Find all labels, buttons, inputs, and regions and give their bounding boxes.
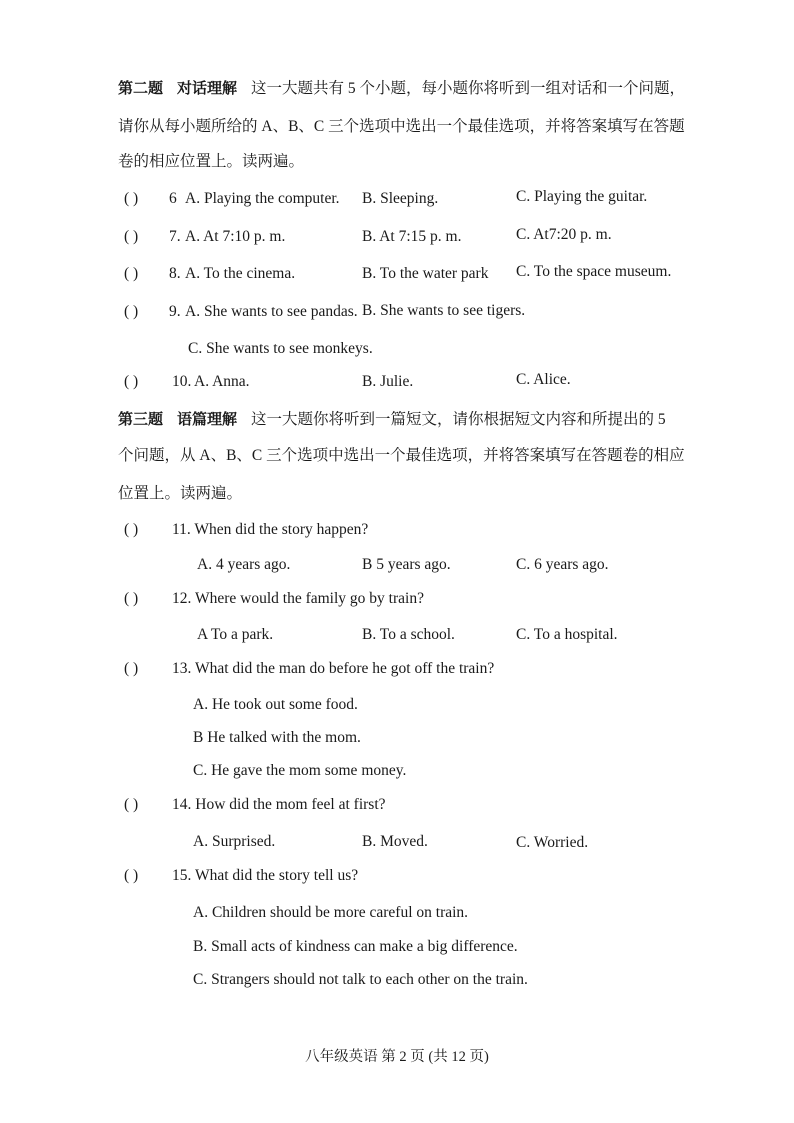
- answer-blank-6[interactable]: ( ): [124, 190, 139, 207]
- q14-option-b: B. Moved.: [362, 833, 428, 850]
- q14-option-c: C. Worried.: [516, 834, 589, 851]
- section2-line1: 这一大题共有 5 个小题，每小题你将听到一组对话和一个问题，: [251, 80, 686, 97]
- q12-option-c: C. To a hospital.: [516, 626, 618, 643]
- q6-option-c: C. Playing the guitar.: [516, 188, 648, 205]
- question-number-9: 9.: [169, 303, 181, 320]
- answer-blank-10[interactable]: ( ): [124, 373, 139, 390]
- q11-option-b: B 5 years ago.: [362, 556, 451, 573]
- section3-line3: 位置上。读两遍。: [118, 485, 243, 502]
- q15-option-a: A. Children should be more careful on train.: [193, 904, 469, 921]
- section3-line1: 这一大题你将听到一篇短文，请你根据短文内容和所提出的 5: [251, 411, 666, 428]
- q10-option-b: B. Julie.: [362, 373, 414, 390]
- question-number-7: 7.: [169, 228, 181, 245]
- q9-option-b: B. She wants to see tigers.: [362, 302, 526, 319]
- section2-intro: [118, 72, 685, 105]
- q11-stem: 11. When did the story happen?: [172, 521, 369, 538]
- q12-option-b: B. To a school.: [362, 626, 455, 643]
- q7-option-c: C. At7:20 p. m.: [516, 226, 612, 243]
- q10-option-a: A. Anna.: [194, 373, 250, 390]
- q8-option-b: B. To the water park: [362, 265, 489, 282]
- section3-topic: 语篇理解: [177, 410, 238, 428]
- q12-stem: 12. Where would the family go by train?: [172, 590, 424, 607]
- q6-option-a: A. Playing the computer.: [185, 190, 340, 207]
- q7-option-a: A. At 7:10 p. m.: [185, 228, 286, 245]
- section2-title: 第二题: [118, 79, 164, 97]
- answer-blank-8[interactable]: ( ): [124, 265, 139, 282]
- answer-blank-11[interactable]: ( ): [124, 521, 139, 538]
- q12-option-a: A To a park.: [197, 626, 274, 643]
- q13-stem: 13. What did the man do before he got off the train?: [172, 660, 495, 677]
- q13-option-b: B He talked with the mom.: [193, 729, 361, 746]
- section3-intro: [118, 403, 666, 436]
- section3-title: 第三题: [118, 410, 164, 428]
- answer-blank-12[interactable]: ( ): [124, 590, 139, 607]
- q7-option-b: B. At 7:15 p. m.: [362, 228, 462, 245]
- q15-stem: 15. What did the story tell us?: [172, 867, 359, 884]
- question-number-10: 10.: [172, 373, 192, 390]
- q8-option-c: C. To the space museum.: [516, 263, 672, 280]
- q6-option-b: B. Sleeping.: [362, 190, 439, 207]
- q10-option-c: C. Alice.: [516, 371, 571, 388]
- page-footer: 八年级英语 第 2 页 (共 12 页): [305, 1049, 489, 1065]
- q15-option-c: C. Strangers should not talk to each other on the train.: [193, 971, 528, 988]
- answer-blank-14[interactable]: ( ): [124, 796, 139, 813]
- q11-option-a: A. 4 years ago.: [197, 556, 291, 573]
- q13-option-a: A. He took out some food.: [193, 696, 358, 713]
- q9-option-c: C. She wants to see monkeys.: [188, 340, 373, 357]
- question-number-8: 8.: [169, 265, 181, 282]
- answer-blank-7[interactable]: ( ): [124, 228, 139, 245]
- q11-option-c: C. 6 years ago.: [516, 556, 609, 573]
- answer-blank-9[interactable]: ( ): [124, 303, 139, 320]
- section2-line3: 卷的相应位置上。读两遍。: [118, 153, 305, 170]
- q13-option-c: C. He gave the mom some money.: [193, 762, 407, 779]
- q14-option-a: A. Surprised.: [193, 833, 276, 850]
- section2-line2: 请你从每小题所给的 A、B、C 三个选项中选出一个最佳选项，并将答案填写在答题: [118, 118, 685, 135]
- section2-topic: 对话理解: [177, 79, 238, 97]
- answer-blank-15[interactable]: ( ): [124, 867, 139, 884]
- q8-option-a: A. To the cinema.: [185, 265, 296, 282]
- question-number-6: 6: [169, 190, 177, 207]
- q15-option-b: B. Small acts of kindness can make a big difference.: [193, 938, 518, 955]
- answer-blank-13[interactable]: ( ): [124, 660, 139, 677]
- q9-option-a: A. She wants to see pandas.: [185, 303, 358, 320]
- section3-line2: 个问题，从 A、B、C 三个选项中选出一个最佳选项，并将答案填写在答题卷的相应: [118, 447, 685, 464]
- q14-stem: 14. How did the mom feel at first?: [172, 796, 386, 813]
